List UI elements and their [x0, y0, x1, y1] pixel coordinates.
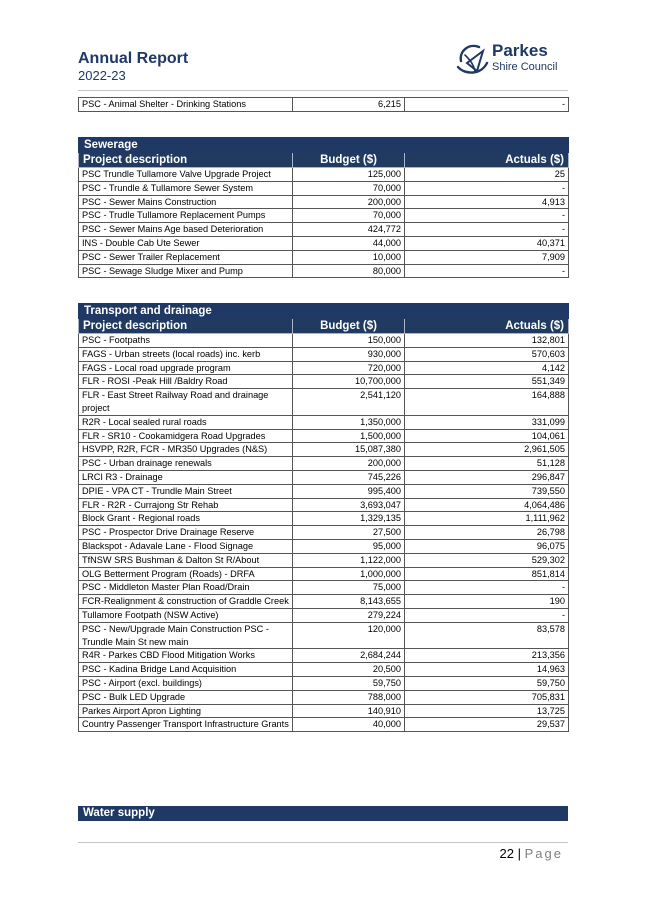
actual-cell: 40,371	[405, 236, 569, 250]
water-supply-heading: Water supply	[78, 806, 568, 821]
actual-cell: 59,750	[405, 676, 569, 690]
table-row	[79, 195, 569, 209]
table-row	[79, 498, 569, 512]
budget-cell: 59,750	[293, 676, 405, 690]
budget-cell: 150,000	[293, 334, 405, 348]
actual-cell: -	[405, 581, 569, 595]
table-row	[79, 457, 569, 471]
project-desc: DPIE - VPA CT - Trundle Main Street	[79, 484, 293, 498]
table-row	[79, 250, 569, 264]
table-row	[79, 553, 569, 567]
project-desc: FLR - SR10 - Cookamidgera Road Upgrades	[79, 429, 293, 443]
project-desc: PSC - Sewer Mains Age based Deterioration	[79, 223, 293, 237]
budget-cell: 200,000	[293, 195, 405, 209]
budget-cell: 44,000	[293, 236, 405, 250]
actual-cell: 7,909	[405, 250, 569, 264]
project-desc: FAGS - Local road upgrade program	[79, 361, 293, 375]
budget-cell: 10,700,000	[293, 375, 405, 389]
budget-cell: 15,087,380	[293, 443, 405, 457]
budget-cell: 1,122,000	[293, 553, 405, 567]
budget-cell: 930,000	[293, 347, 405, 361]
table-row	[79, 608, 569, 622]
actual-cell: 14,963	[405, 663, 569, 677]
table-row	[79, 484, 569, 498]
table-row	[79, 690, 569, 704]
budget-cell: 20,500	[293, 663, 405, 677]
project-desc: FLR - R2R - Currajong Str Rehab	[79, 498, 293, 512]
project-desc: PSC - Urban drainage renewals	[79, 457, 293, 471]
budget-cell: 279,224	[293, 608, 405, 622]
table-row	[79, 443, 569, 457]
section-title: Sewerage	[79, 138, 569, 153]
table-row	[79, 264, 569, 278]
table-row	[79, 581, 569, 595]
actual-cell: 4,913	[405, 195, 569, 209]
actual-cell: 2,961,505	[405, 443, 569, 457]
project-desc: FCR-Realignment & construction of Graddle Creek	[79, 595, 293, 609]
table-row	[79, 663, 569, 677]
council-logo	[455, 41, 570, 77]
table-row	[79, 567, 569, 581]
project-desc: PSC - Bulk LED Upgrade	[79, 690, 293, 704]
transport-table	[78, 303, 569, 732]
project-desc: FLR - ROSI -Peak Hill /Baldry Road	[79, 375, 293, 389]
actual-cell: 570,603	[405, 347, 569, 361]
actual-cell: 529,302	[405, 553, 569, 567]
actual-cell: -	[405, 223, 569, 237]
col-header-description: Project description	[79, 153, 293, 168]
budget-cell: 1,350,000	[293, 415, 405, 429]
actual-cell: 96,075	[405, 539, 569, 553]
budget-cell: 2,541,120	[293, 389, 405, 416]
budget-cell: 745,226	[293, 470, 405, 484]
actual-cell: 213,356	[405, 649, 569, 663]
budget-cell: 80,000	[293, 264, 405, 278]
actual-cell: 705,831	[405, 690, 569, 704]
project-desc: PSC - Trudle Tullamore Replacement Pumps	[79, 209, 293, 223]
actual-cell: 29,537	[405, 718, 569, 732]
budget-cell: 1,000,000	[293, 567, 405, 581]
budget-cell: 70,000	[293, 209, 405, 223]
project-desc: Parkes Airport Apron Lighting	[79, 704, 293, 718]
actual-cell: -	[405, 608, 569, 622]
table-row	[79, 168, 569, 182]
project-desc: PSC - Animal Shelter - Drinking Stations	[79, 98, 293, 112]
report-year: 2022-23	[78, 68, 126, 83]
actual-cell: 104,061	[405, 429, 569, 443]
actual-cell: 26,798	[405, 526, 569, 540]
budget-cell: 140,910	[293, 704, 405, 718]
actual-cell: 164,888	[405, 389, 569, 416]
actual-cell: 4,142	[405, 361, 569, 375]
budget-cell: 125,000	[293, 168, 405, 182]
logo-name: Parkes	[492, 41, 548, 60]
table-row	[79, 622, 569, 649]
table-row	[79, 236, 569, 250]
col-header-description: Project description	[79, 319, 293, 334]
table-row	[79, 415, 569, 429]
section-title: Transport and drainage	[79, 304, 569, 319]
page-footer	[500, 846, 563, 861]
project-desc: PSC - Airport (excl. buildings)	[79, 676, 293, 690]
actual-cell: 25	[405, 168, 569, 182]
report-title: Annual Report	[78, 50, 189, 67]
actual-cell: 1,111,962	[405, 512, 569, 526]
budget-cell: 788,000	[293, 690, 405, 704]
project-desc: PSC - Footpaths	[79, 334, 293, 348]
actual-cell: 551,349	[405, 375, 569, 389]
actual-cell: 83,578	[405, 622, 569, 649]
actual-cell: 851,814	[405, 567, 569, 581]
budget-cell: 27,500	[293, 526, 405, 540]
table-row	[79, 223, 569, 237]
actual-cell: -	[405, 264, 569, 278]
table-row	[79, 181, 569, 195]
project-desc: PSC - Prospector Drive Drainage Reserve	[79, 526, 293, 540]
page-word: Page	[524, 846, 563, 861]
budget-cell: 75,000	[293, 581, 405, 595]
actual-cell: 739,550	[405, 484, 569, 498]
table-row	[79, 512, 569, 526]
project-desc: INS - Double Cab Ute Sewer	[79, 236, 293, 250]
budget-cell: 720,000	[293, 361, 405, 375]
table-row	[79, 361, 569, 375]
budget-cell: 95,000	[293, 539, 405, 553]
table-row	[79, 676, 569, 690]
project-desc: Tullamore Footpath (NSW Active)	[79, 608, 293, 622]
project-desc: PSC - Sewer Mains Construction	[79, 195, 293, 209]
budget-cell: 70,000	[293, 181, 405, 195]
actual-cell: -	[405, 209, 569, 223]
actual-cell: 4,064,486	[405, 498, 569, 512]
project-desc: FLR - East Street Railway Road and drainage project	[79, 389, 293, 416]
project-desc: R2R - Local sealed rural roads	[79, 415, 293, 429]
table-row	[79, 334, 569, 348]
table-row	[79, 539, 569, 553]
actual-cell: 296,847	[405, 470, 569, 484]
project-desc: OLG Betterment Program (Roads) - DRFA	[79, 567, 293, 581]
page-separator: |	[517, 846, 521, 861]
actual-cell: -	[405, 181, 569, 195]
budget-cell: 10,000	[293, 250, 405, 264]
project-desc: LRCI R3 - Drainage	[79, 470, 293, 484]
table-row	[79, 209, 569, 223]
budget-cell: 1,329,135	[293, 512, 405, 526]
budget-cell: 200,000	[293, 457, 405, 471]
actual-cell: 190	[405, 595, 569, 609]
table-row	[79, 704, 569, 718]
actual-cell: 51,128	[405, 457, 569, 471]
parkes-swirl-icon	[455, 41, 491, 77]
budget-cell: 2,684,244	[293, 649, 405, 663]
budget-cell: 6,215	[293, 98, 405, 112]
table-row	[79, 649, 569, 663]
table-row	[79, 429, 569, 443]
actual-cell: -	[405, 98, 569, 112]
actual-cell: 13,725	[405, 704, 569, 718]
actual-cell: 132,801	[405, 334, 569, 348]
project-desc: PSC - New/Upgrade Main Construction PSC - Trundle Main St new main	[79, 622, 293, 649]
project-desc: PSC - Kadina Bridge Land Acquisition	[79, 663, 293, 677]
budget-cell: 424,772	[293, 223, 405, 237]
col-header-actuals: Actuals ($)	[405, 319, 569, 334]
table-row	[79, 347, 569, 361]
sewerage-table	[78, 137, 569, 278]
table-row	[79, 389, 569, 416]
table-row	[79, 375, 569, 389]
project-desc: PSC - Sewage Sludge Mixer and Pump	[79, 264, 293, 278]
project-desc: HSVPP, R2R, FCR - MR350 Upgrades (N&S)	[79, 443, 293, 457]
budget-cell: 8,143,655	[293, 595, 405, 609]
project-desc: TfNSW SRS Bushman & Dalton St R/About	[79, 553, 293, 567]
table-row	[79, 595, 569, 609]
footer-rule	[78, 842, 568, 843]
logo-subtitle: Shire Council	[492, 61, 558, 73]
budget-cell: 120,000	[293, 622, 405, 649]
table-row	[79, 470, 569, 484]
budget-cell: 995,400	[293, 484, 405, 498]
project-desc: PSC - Middleton Master Plan Road/Drain	[79, 581, 293, 595]
header-rule	[78, 90, 568, 91]
table-row	[79, 98, 569, 112]
budget-cell: 3,693,047	[293, 498, 405, 512]
project-desc: Blackspot - Adavale Lane - Flood Signage	[79, 539, 293, 553]
page-number: 22	[499, 846, 514, 861]
project-desc: PSC - Trundle & Tullamore Sewer System	[79, 181, 293, 195]
project-desc: PSC - Sewer Trailer Replacement	[79, 250, 293, 264]
project-desc: R4R - Parkes CBD Flood Mitigation Works	[79, 649, 293, 663]
table-row	[79, 526, 569, 540]
actual-cell: 331,099	[405, 415, 569, 429]
col-header-budget: Budget ($)	[293, 153, 405, 168]
continuation-table	[78, 97, 569, 112]
project-desc: Country Passenger Transport Infrastructure Grants	[79, 718, 293, 732]
col-header-budget: Budget ($)	[293, 319, 405, 334]
col-header-actuals: Actuals ($)	[405, 153, 569, 168]
table-row	[79, 718, 569, 732]
budget-cell: 1,500,000	[293, 429, 405, 443]
budget-cell: 40,000	[293, 718, 405, 732]
project-desc: Block Grant - Regional roads	[79, 512, 293, 526]
project-desc: PSC Trundle Tullamore Valve Upgrade Project	[79, 168, 293, 182]
project-desc: FAGS - Urban streets (local roads) inc. kerb	[79, 347, 293, 361]
